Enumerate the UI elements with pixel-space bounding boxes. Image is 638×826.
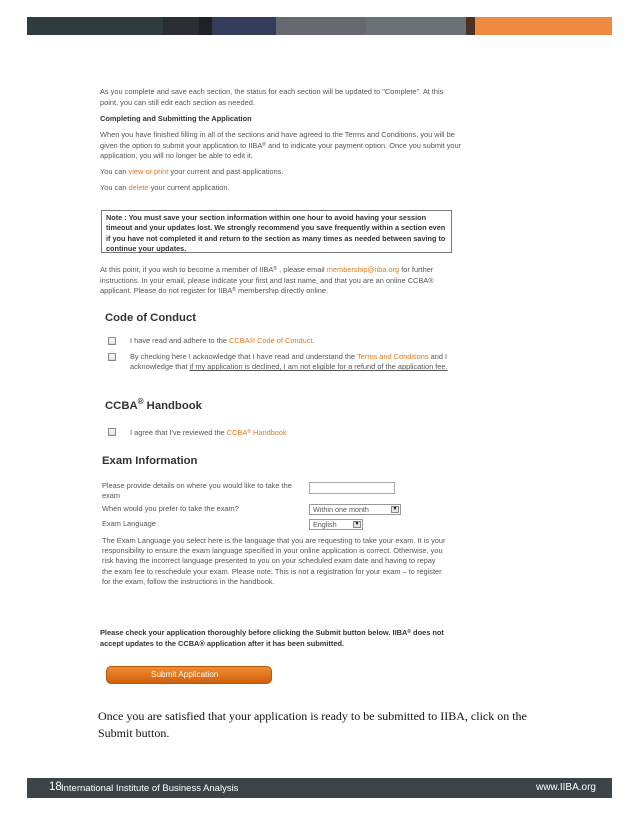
view-print-paragraph bbox=[100, 167, 462, 178]
exam-language-info: The Exam Language you select here is the language that you are requesting to take your exam. It is your responsibility to ensure the exam language specified in your online application is correct. Otherwise, you risk having the incorrect language presented to you on your scheduled exam date and having to repay the exam fee to reschedule your exam. Please note: This is not a registration for your exam – to register for the exam, follow the instructions in the handbook. bbox=[102, 536, 446, 586]
status-paragraph: As you complete and save each section, the status for each section will be updated to "Complete". At this point, you can still edit each section as needed. bbox=[100, 87, 444, 107]
page-footer bbox=[27, 778, 612, 798]
registered-mark: ® bbox=[137, 397, 144, 406]
text: You can bbox=[100, 183, 129, 192]
delete-paragraph bbox=[100, 183, 462, 194]
text: I agree that I've reviewed the bbox=[130, 428, 227, 437]
view-or-print-link[interactable]: view or print bbox=[128, 167, 169, 176]
save-note-box: Note : You must save your section information within one hour to avoid having your session timeout and your updates lost. We strongly recommend you save frequently within a section even if you have not completed it and return to the section as many times as needed between saving to continue your updates. bbox=[101, 210, 452, 253]
submit-warning bbox=[100, 628, 460, 649]
text: and to indicate your payment option. Once you submit your application, you will no longer be able to edit it. bbox=[100, 140, 462, 161]
color-segment bbox=[366, 17, 466, 35]
exam-timing-label: When would you prefer to take the exam? bbox=[102, 504, 239, 513]
registered-mark: ® bbox=[407, 629, 411, 635]
handbook-title bbox=[105, 397, 202, 412]
text: CCBA bbox=[105, 400, 138, 412]
color-segment bbox=[212, 17, 276, 35]
text: You can bbox=[100, 167, 129, 176]
color-segment bbox=[199, 17, 212, 35]
exam-location-input[interactable] bbox=[309, 482, 395, 494]
delete-link[interactable]: delete bbox=[128, 183, 149, 192]
text: your current application. bbox=[148, 183, 230, 192]
exam-language-label: Exam Language bbox=[102, 519, 156, 528]
exam-info-title: Exam Information bbox=[102, 455, 198, 467]
text: . bbox=[312, 336, 315, 345]
exam-language-select[interactable] bbox=[309, 519, 363, 530]
registered-mark: ® bbox=[273, 266, 278, 272]
text: At this point, if you wish to become a member of IIBA bbox=[100, 265, 274, 274]
code-of-conduct-checkbox[interactable] bbox=[108, 337, 116, 345]
text: Handbook bbox=[143, 400, 202, 412]
text: membership directly online. bbox=[235, 286, 328, 296]
submit-application-button[interactable]: Submit Application bbox=[106, 666, 272, 684]
handbook-checkbox[interactable] bbox=[108, 428, 116, 436]
terms-checkbox[interactable] bbox=[108, 353, 116, 361]
color-segment bbox=[466, 17, 475, 35]
page-number: 18 bbox=[49, 781, 62, 793]
membership-paragraph bbox=[100, 265, 465, 297]
header-color-bar bbox=[27, 17, 612, 35]
text: and I acknowledge that bbox=[130, 352, 448, 372]
terms-link[interactable]: Terms and Conditions bbox=[357, 352, 429, 361]
code-of-conduct-title: Code of Conduct bbox=[105, 312, 196, 324]
code-of-conduct-label bbox=[130, 336, 315, 346]
registered-mark: ® bbox=[262, 141, 266, 148]
text: , please email bbox=[277, 265, 327, 274]
registered-mark: ® bbox=[247, 429, 251, 435]
section-heading bbox=[100, 114, 462, 125]
chevron-down-icon[interactable]: ▼ bbox=[392, 506, 398, 512]
text: your current and past applications. bbox=[168, 167, 284, 176]
selected-value: Within one month bbox=[313, 505, 369, 514]
organization-name: International Institute of Business Analysis bbox=[61, 783, 239, 794]
text: Please check your application thoroughly before clicking the Submit button below. IIBA bbox=[100, 628, 408, 637]
handbook-label bbox=[130, 428, 287, 438]
exam-timing-select[interactable] bbox=[309, 504, 401, 515]
selected-value: English bbox=[313, 520, 337, 529]
color-segment bbox=[276, 17, 366, 35]
text: for further instructions. In your email, please indicate your first and last name, and that you are an online CCBA® applicant. Please do not register for IIBA bbox=[100, 265, 434, 296]
text: When you have finished filling in all of the sections and have agreed to the Terms and Conditions, you will be given the option to submit your application to IIBA bbox=[100, 130, 455, 150]
text: does not accept updates to the CCBA® application after it has been submitted. bbox=[100, 628, 444, 648]
text: CCBA bbox=[226, 428, 248, 437]
website-url: www.IIBA.org bbox=[535, 782, 596, 793]
registered-mark: ® bbox=[232, 287, 236, 294]
color-segment bbox=[163, 17, 199, 35]
instruction-caption: Once you are satisfied that your application is ready to be submitted to IIBA, click on the Submit button. bbox=[98, 709, 527, 740]
color-segment bbox=[27, 17, 163, 35]
text: I have read and adhere to the bbox=[130, 336, 230, 345]
submit-paragraph bbox=[100, 130, 462, 162]
refund-notice: if my application is declined, I am not eligible for a refund of the application fee. bbox=[189, 362, 448, 372]
terms-label bbox=[130, 352, 460, 372]
text: By checking here I acknowledge that I have read and understand the bbox=[130, 352, 358, 361]
membership-email-link[interactable]: membership@iiba.org bbox=[326, 265, 400, 274]
text: Handbook bbox=[250, 428, 287, 437]
handbook-link[interactable] bbox=[227, 428, 287, 437]
completing-heading: Completing and Submitting the Application bbox=[100, 114, 252, 123]
exam-location-label: Please provide details on where you would like to take the exam bbox=[102, 481, 292, 501]
color-segment bbox=[475, 17, 612, 35]
code-of-conduct-link[interactable]: CCBA® Code of Conduct bbox=[229, 336, 313, 345]
chevron-down-icon[interactable]: ▼ bbox=[354, 521, 360, 527]
